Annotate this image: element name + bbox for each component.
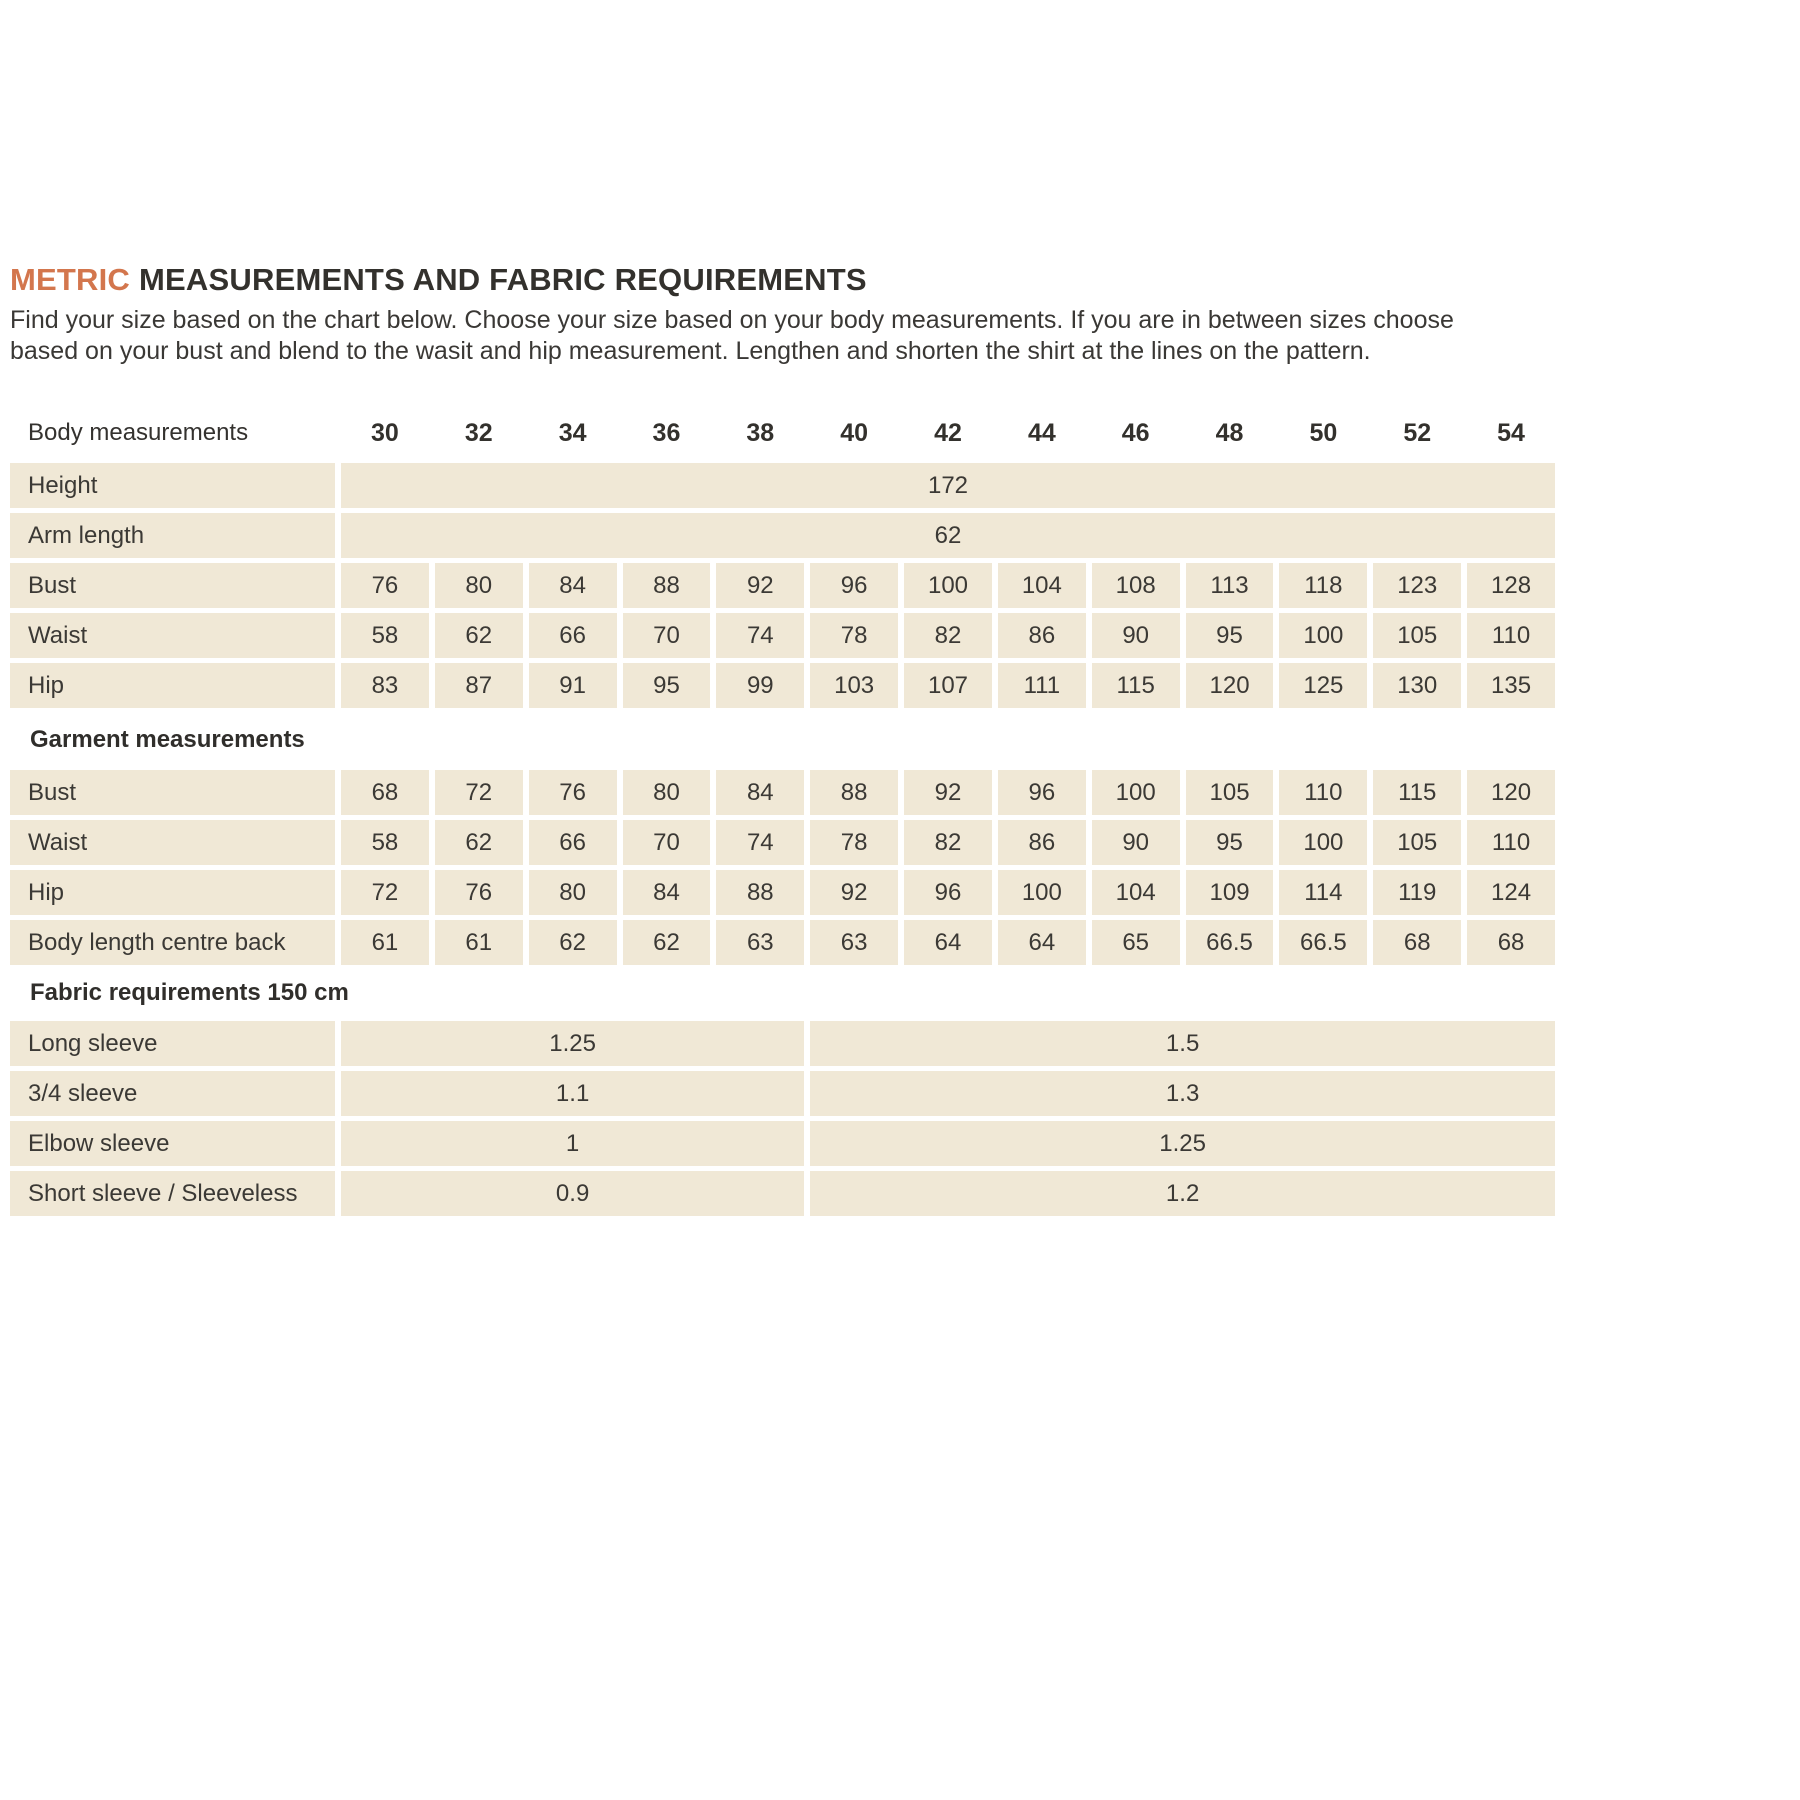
value-cell: 100	[1092, 770, 1180, 815]
table-row	[10, 463, 1555, 508]
table-row	[10, 820, 1555, 865]
value-cell: 124	[1467, 870, 1555, 915]
value-cell: 84	[529, 563, 617, 608]
size-column-header: 52	[1403, 418, 1432, 447]
value-cell: 62	[623, 920, 711, 965]
value-cell: 105	[1186, 770, 1274, 815]
value-cell: 84	[623, 870, 711, 915]
size-column-header: 40	[840, 418, 869, 447]
size-column-header: 46	[1121, 418, 1150, 447]
value-cell: 64	[904, 920, 992, 965]
value-cell: 74	[716, 820, 804, 865]
table-row	[10, 1071, 1555, 1116]
value-cell: 100	[1279, 613, 1367, 658]
fabric-value-large-sizes: 1.2	[810, 1171, 1555, 1216]
value-cell: 111	[998, 663, 1086, 708]
row-label: Body length centre back	[10, 920, 335, 965]
size-column-header: 34	[558, 418, 587, 447]
value-cell: 64	[998, 920, 1086, 965]
table-row	[10, 920, 1555, 965]
table-row	[10, 1121, 1555, 1166]
value-cell: 80	[435, 563, 523, 608]
fabric-value-small-sizes: 1.25	[341, 1021, 804, 1066]
value-cell: 96	[810, 563, 898, 608]
value-cell: 110	[1467, 820, 1555, 865]
size-chart-table	[10, 416, 1555, 1216]
fabric-value-small-sizes: 0.9	[341, 1171, 804, 1216]
size-column-header: 44	[1027, 418, 1056, 447]
size-column-header: 50	[1309, 418, 1338, 447]
value-cell: 61	[341, 920, 429, 965]
value-cell: 96	[998, 770, 1086, 815]
value-cell: 96	[904, 870, 992, 915]
value-cell: 87	[435, 663, 523, 708]
merged-value-cell: 62	[341, 513, 1555, 558]
value-cell: 130	[1373, 663, 1461, 708]
row-label: Bust	[10, 563, 335, 608]
value-cell: 115	[1092, 663, 1180, 708]
size-column-header: 32	[464, 418, 493, 447]
table-header-row	[10, 416, 1555, 450]
fabric-requirements-header: Fabric requirements 150 cm	[30, 979, 349, 1006]
value-cell: 70	[623, 613, 711, 658]
value-cell: 68	[341, 770, 429, 815]
value-cell: 63	[810, 920, 898, 965]
intro-text	[10, 305, 1555, 366]
value-cell: 120	[1467, 770, 1555, 815]
value-cell: 68	[1467, 920, 1555, 965]
value-cell: 88	[810, 770, 898, 815]
table-row	[10, 870, 1555, 915]
value-cell: 76	[529, 770, 617, 815]
row-label: Arm length	[10, 513, 335, 558]
body-measurements-column-header: Body measurements	[28, 419, 249, 446]
value-cell: 110	[1279, 770, 1367, 815]
value-cell: 92	[904, 770, 992, 815]
value-cell: 123	[1373, 563, 1461, 608]
garment-measurements-header: Garment measurements	[30, 726, 305, 753]
value-cell: 92	[810, 870, 898, 915]
value-cell: 80	[623, 770, 711, 815]
row-label: Waist	[10, 613, 335, 658]
size-column-header: 42	[934, 418, 962, 447]
garment-measurements-section	[10, 770, 1555, 965]
row-label: 3/4 sleeve	[10, 1071, 335, 1116]
value-cell: 104	[998, 563, 1086, 608]
value-cell: 86	[998, 820, 1086, 865]
value-cell: 66	[529, 820, 617, 865]
value-cell: 114	[1279, 870, 1367, 915]
table-row	[10, 663, 1555, 708]
value-cell: 100	[998, 870, 1086, 915]
value-cell: 115	[1373, 770, 1461, 815]
size-column-header: 38	[746, 418, 775, 447]
fabric-value-large-sizes: 1.25	[810, 1121, 1555, 1166]
table-row	[10, 513, 1555, 558]
fabric-value-small-sizes: 1.1	[341, 1071, 804, 1116]
table-row	[10, 770, 1555, 815]
value-cell: 95	[623, 663, 711, 708]
value-cell: 88	[716, 870, 804, 915]
intro-line-2: based on your bust and blend to the wasit and hip measurement. Lengthen and shorten the shirt at the lines on the pattern.	[10, 336, 1371, 365]
value-cell: 63	[716, 920, 804, 965]
row-label: Height	[10, 463, 335, 508]
value-cell: 86	[998, 613, 1086, 658]
value-cell: 68	[1373, 920, 1461, 965]
row-label: Short sleeve / Sleeveless	[10, 1171, 335, 1216]
value-cell: 95	[1186, 820, 1274, 865]
value-cell: 78	[810, 820, 898, 865]
size-column-header: 54	[1497, 418, 1525, 447]
value-cell: 62	[435, 613, 523, 658]
value-cell: 76	[341, 563, 429, 608]
value-cell: 104	[1092, 870, 1180, 915]
value-cell: 62	[529, 920, 617, 965]
value-cell: 95	[1186, 613, 1274, 658]
document-page	[10, 262, 1555, 1221]
table-row	[10, 563, 1555, 608]
table-row	[10, 613, 1555, 658]
row-label: Elbow sleeve	[10, 1121, 335, 1166]
merged-value-cell: 172	[341, 463, 1555, 508]
row-label: Long sleeve	[10, 1021, 335, 1066]
fabric-value-large-sizes: 1.3	[810, 1071, 1555, 1116]
value-cell: 120	[1186, 663, 1274, 708]
row-label: Bust	[10, 770, 335, 815]
value-cell: 105	[1373, 613, 1461, 658]
size-column-header: 48	[1215, 418, 1244, 447]
value-cell: 88	[623, 563, 711, 608]
value-cell: 74	[716, 613, 804, 658]
title-rest: MEASUREMENTS AND FABRIC REQUIREMENTS	[139, 262, 867, 297]
intro-line-1: Find your size based on the chart below. Choose your size based on your body measurements. If you are in between sizes choose	[10, 306, 1454, 334]
value-cell: 83	[341, 663, 429, 708]
fabric-requirements-section	[10, 1021, 1555, 1216]
value-cell: 107	[904, 663, 992, 708]
value-cell: 90	[1092, 820, 1180, 865]
value-cell: 118	[1279, 563, 1367, 608]
value-cell: 66	[529, 613, 617, 658]
value-cell: 91	[529, 663, 617, 708]
value-cell: 62	[435, 820, 523, 865]
fabric-value-small-sizes: 1	[341, 1121, 804, 1166]
value-cell: 72	[435, 770, 523, 815]
value-cell: 108	[1092, 563, 1180, 608]
size-column-header: 36	[652, 418, 681, 447]
value-cell: 78	[810, 613, 898, 658]
value-cell: 82	[904, 820, 992, 865]
value-cell: 92	[716, 563, 804, 608]
value-cell: 90	[1092, 613, 1180, 658]
value-cell: 58	[341, 613, 429, 658]
table-row	[10, 1021, 1555, 1066]
value-cell: 109	[1186, 870, 1274, 915]
value-cell: 61	[435, 920, 523, 965]
title-highlight: METRIC	[10, 262, 131, 297]
page-title	[10, 262, 1555, 298]
value-cell: 135	[1467, 663, 1555, 708]
size-column-header: 30	[371, 418, 399, 447]
value-cell: 100	[1279, 820, 1367, 865]
value-cell: 103	[810, 663, 898, 708]
fabric-value-large-sizes: 1.5	[810, 1021, 1555, 1066]
value-cell: 100	[904, 563, 992, 608]
value-cell: 70	[623, 820, 711, 865]
row-label: Hip	[10, 870, 335, 915]
value-cell: 82	[904, 613, 992, 658]
value-cell: 84	[716, 770, 804, 815]
value-cell: 113	[1186, 563, 1274, 608]
value-cell: 72	[341, 870, 429, 915]
body-measurements-section	[10, 463, 1555, 708]
table-row	[10, 1171, 1555, 1216]
value-cell: 66.5	[1279, 920, 1367, 965]
row-label: Hip	[10, 663, 335, 708]
value-cell: 65	[1092, 920, 1180, 965]
value-cell: 110	[1467, 613, 1555, 658]
value-cell: 76	[435, 870, 523, 915]
value-cell: 119	[1373, 870, 1461, 915]
value-cell: 66.5	[1186, 920, 1274, 965]
row-label: Waist	[10, 820, 335, 865]
value-cell: 128	[1467, 563, 1555, 608]
value-cell: 105	[1373, 820, 1461, 865]
value-cell: 125	[1279, 663, 1367, 708]
value-cell: 80	[529, 870, 617, 915]
value-cell: 99	[716, 663, 804, 708]
value-cell: 58	[341, 820, 429, 865]
